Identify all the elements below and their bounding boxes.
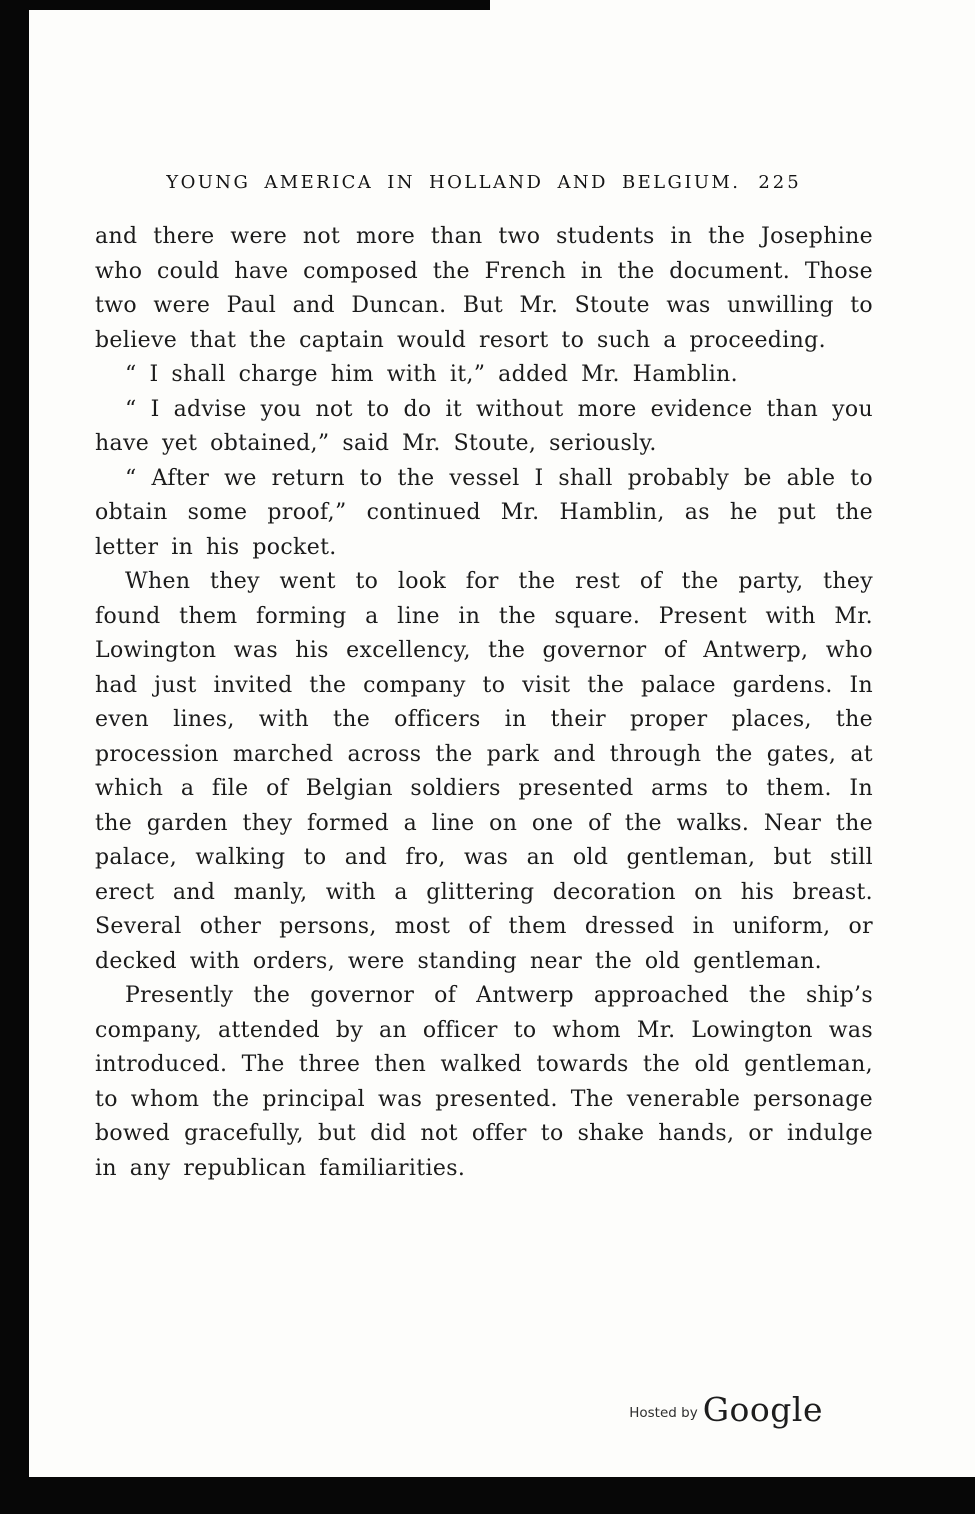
scan-edge-top — [0, 0, 490, 10]
google-books-watermark — [629, 1390, 823, 1429]
scan-edge-bottom — [0, 1477, 975, 1514]
scan-edge-left — [0, 0, 29, 1514]
paragraph-5: When they went to look for the rest of the party, they found them forming a line in the square. Present with Mr. Lowington was his excellency, the governor of Antwerp, who had just invited the company to visit the palace gardens. In even lines, with the officers in their proper places, the procession marched across the park and through the gates, at which a file of Belgian soldiers presented arms to them. In the garden they formed a line on one of the walks. Near the palace, walking to and fro, was an old gentleman, but still erect and manly, with a glittering decoration on his breast. Several other persons, most of them dressed in uniform, or decked with orders, were standing near the old gentleman. — [95, 569, 873, 974]
header-title: YOUNG AMERICA IN HOLLAND AND BELGIUM. — [166, 172, 741, 193]
paragraph-3: “ I advise you not to do it without more evidence than you have yet obtained,” said Mr. Stoute, seriously. — [95, 396, 873, 456]
paragraph-1: and there were not more than two students in the Josephine who could have composed the French in the document. Those two were Paul and Duncan. But Mr. Stoute was unwilling to believe that the captain would resort to such a proceeding. — [95, 224, 873, 353]
paragraph-4: “ After we return to the vessel I shall probably be able to obtain some proof,” continued Mr. Hamblin, as he put the letter in his pocket. — [95, 465, 873, 560]
paragraph-2: “ I shall charge him with it,” added Mr. Hamblin. — [125, 362, 738, 387]
google-logo: Google — [702, 1390, 823, 1429]
body-text — [95, 220, 873, 1186]
page-number: 225 — [758, 172, 802, 193]
hosted-by-label: Hosted by — [629, 1404, 698, 1421]
page-content — [95, 170, 873, 1186]
running-header — [95, 170, 873, 196]
paragraph-6: Presently the governor of Antwerp approached the ship’s company, attended by an officer to whom Mr. Lowington was introduced. The three then walked towards the old gentleman, to whom the principal was presented. The venerable personage bowed gracefully, but did not offer to shake hands, or indulge in any republican familiarities. — [95, 983, 873, 1181]
